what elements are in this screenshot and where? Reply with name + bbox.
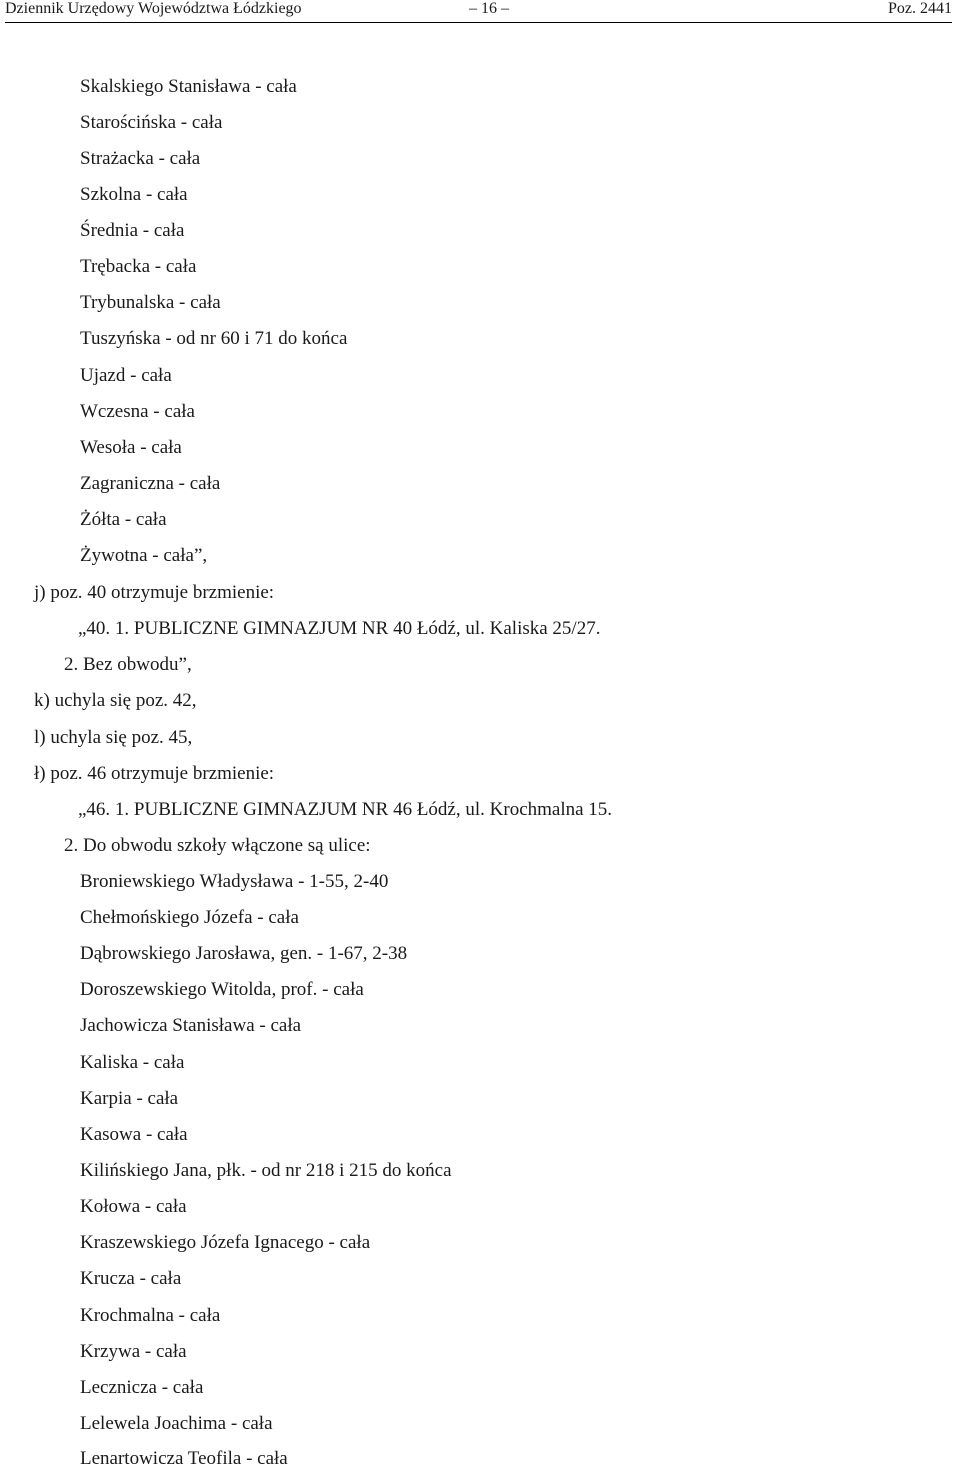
street-entry: Karpia - cała: [80, 1088, 179, 1109]
street-entry: Kołowa - cała: [80, 1196, 187, 1217]
district-note: 2. Bez obwodu”,: [64, 654, 192, 675]
street-entry: Kasowa - cała: [80, 1124, 188, 1145]
street-entry: Trybunalska - cała: [80, 292, 221, 313]
street-entry: Kraszewskiego Józefa Ignacego - cała: [80, 1232, 371, 1253]
street-entry: Skalskiego Stanisława - cała: [80, 76, 297, 97]
street-entry: Starościńska - cała: [80, 112, 223, 133]
street-entry: Lelewela Joachima - cała: [80, 1413, 273, 1434]
street-entry: Żółta - cała: [80, 509, 167, 530]
street-entry: Trębacka - cała: [80, 256, 197, 277]
school-heading: „46. 1. PUBLICZNE GIMNAZJUM NR 46 Łódź, ul. Krochmalna 15.: [78, 799, 613, 820]
street-entry: Tuszyńska - od nr 60 i 71 do końca: [80, 328, 348, 349]
amendment-item: k) uchyla się poz. 42,: [34, 690, 197, 711]
street-entry: Lenartowicza Teofila - cała: [80, 1448, 288, 1469]
amendment-item: l) uchyla się poz. 45,: [34, 727, 193, 748]
school-heading: „40. 1. PUBLICZNE GIMNAZJUM NR 40 Łódź, ul. Kaliska 25/27.: [78, 618, 601, 639]
page-header: [5, 0, 952, 23]
street-entry: Wesoła - cała: [80, 437, 182, 458]
district-note: 2. Do obwodu szkoły włączone są ulice:: [64, 835, 371, 856]
amendment-item: j) poz. 40 otrzymuje brzmienie:: [34, 582, 275, 603]
street-entry: Średnia - cała: [80, 220, 185, 241]
street-entry: Szkolna - cała: [80, 184, 188, 205]
street-entry: Doroszewskiego Witolda, prof. - cała: [80, 979, 364, 1000]
street-entry: Broniewskiego Władysława - 1-55, 2-40: [80, 871, 389, 892]
street-entry: Krochmalna - cała: [80, 1305, 221, 1326]
page-number: – 16 –: [469, 0, 509, 17]
street-entry: Krzywa - cała: [80, 1341, 187, 1362]
street-entry: Zagraniczna - cała: [80, 473, 221, 494]
street-entry: Dąbrowskiego Jarosława, gen. - 1-67, 2-38: [80, 943, 408, 964]
street-entry: Lecznicza - cała: [80, 1377, 204, 1398]
street-entry: Żywotna - cała”,: [80, 545, 208, 566]
street-entry: Ujazd - cała: [80, 365, 172, 386]
street-entry: Krucza - cała: [80, 1268, 182, 1289]
street-entry: Wczesna - cała: [80, 401, 195, 422]
street-entry: Strażacka - cała: [80, 148, 201, 169]
street-entry: Kaliska - cała: [80, 1052, 185, 1073]
position-number: Poz. 2441: [888, 0, 952, 17]
journal-title: Dziennik Urzędowy Województwa Łódzkiego: [5, 0, 302, 17]
street-entry: Chełmońskiego Józefa - cała: [80, 907, 299, 928]
amendment-item: ł) poz. 46 otrzymuje brzmienie:: [34, 763, 275, 784]
street-entry: Jachowicza Stanisława - cała: [80, 1015, 302, 1036]
street-entry: Kilińskiego Jana, płk. - od nr 218 i 215 do końca: [80, 1160, 452, 1181]
